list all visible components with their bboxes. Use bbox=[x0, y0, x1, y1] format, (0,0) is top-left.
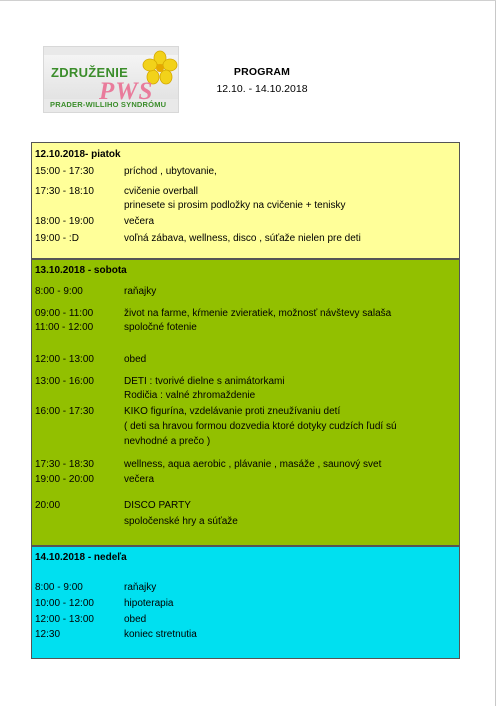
row-time: 10:00 - 12:00 bbox=[35, 598, 94, 609]
row-time: 12:00 - 13:00 bbox=[35, 614, 94, 625]
row-desc: DETI : tvorivé dielne s animátorkami bbox=[124, 376, 285, 387]
day-heading: 14.10.2018 - nedeľa bbox=[35, 552, 127, 563]
row-time: 13:00 - 16:00 bbox=[35, 376, 94, 387]
row-time: 19:00 - :D bbox=[35, 233, 79, 244]
row-desc: koniec stretnutia bbox=[124, 629, 197, 640]
program-title: PROGRAM bbox=[233, 66, 291, 78]
row-desc: raňajky bbox=[124, 582, 157, 593]
schedule-row bbox=[35, 376, 455, 389]
program-dates: 12.10. - 14.10.2018 bbox=[216, 83, 308, 95]
row-time: 17:30 - 18:30 bbox=[35, 459, 94, 470]
program-title-block bbox=[196, 64, 328, 98]
organization-logo bbox=[43, 46, 179, 113]
schedule-row bbox=[35, 582, 455, 595]
top-border-line bbox=[0, 0, 496, 1]
row-desc: obed bbox=[124, 354, 147, 365]
logo-brand: PWS bbox=[99, 78, 154, 105]
schedule-row bbox=[35, 354, 455, 367]
row-desc: raňajky bbox=[124, 286, 157, 297]
row-desc: obed bbox=[124, 614, 147, 625]
schedule-row bbox=[35, 614, 455, 627]
row-desc: voľná zábava, wellness, disco , súťaže nielen pre deti bbox=[124, 233, 361, 244]
schedule-row bbox=[35, 308, 455, 321]
schedule-row-note bbox=[35, 200, 455, 213]
logo-subtitle: PRADER-WILLIHO SYNDRÓMU bbox=[50, 100, 167, 109]
row-desc: hipoterapia bbox=[124, 598, 174, 609]
row-time: 16:00 - 17:30 bbox=[35, 406, 94, 417]
row-desc: život na farme, kŕmenie zvieratiek, možnosť návštevy salaša bbox=[124, 308, 392, 319]
day-section-saturday bbox=[31, 259, 460, 546]
row-desc: DISCO PARTY bbox=[124, 500, 191, 511]
row-time: 11:00 - 12:00 bbox=[35, 322, 94, 333]
row-time: 12:30 bbox=[35, 629, 61, 640]
schedule-row bbox=[35, 500, 455, 513]
row-desc: večera bbox=[124, 474, 155, 485]
row-note: prinesete si prosim podložky na cvičenie + tenisky bbox=[124, 200, 346, 211]
row-time: 12:00 - 13:00 bbox=[35, 354, 94, 365]
row-note: spoločenské hry a súťaže bbox=[124, 516, 238, 527]
schedule-row bbox=[35, 166, 455, 179]
row-time: 20:00 bbox=[35, 500, 61, 511]
day-section-friday bbox=[31, 142, 460, 259]
schedule-row bbox=[35, 459, 455, 472]
schedule-row bbox=[35, 286, 455, 299]
schedule-row-note bbox=[35, 516, 455, 529]
row-note: nevhodné a prečo ) bbox=[124, 436, 211, 447]
schedule-row bbox=[35, 474, 455, 487]
row-time: 8:00 - 9:00 bbox=[35, 286, 83, 297]
schedule-row bbox=[35, 186, 455, 199]
schedule-row bbox=[35, 322, 455, 335]
row-desc: KIKO figurína, vzdelávanie proti zneužívaniu detí bbox=[124, 406, 341, 417]
day-heading: 12.10.2018- piatok bbox=[35, 149, 121, 160]
schedule-row-note bbox=[35, 421, 455, 434]
schedule-row bbox=[35, 598, 455, 611]
row-note: Rodičia : valné zhromaždenie bbox=[124, 390, 256, 401]
schedule-row bbox=[35, 406, 455, 419]
schedule-row bbox=[35, 233, 455, 246]
row-desc: spoločné fotenie bbox=[124, 322, 197, 333]
schedule-row bbox=[35, 216, 455, 229]
row-time: 15:00 - 17:30 bbox=[35, 166, 94, 177]
day-heading: 13.10.2018 - sobota bbox=[35, 265, 127, 276]
row-desc: príchod , ubytovanie, bbox=[124, 166, 217, 177]
row-desc: cvičenie overball bbox=[124, 186, 198, 197]
row-desc: wellness, aqua aerobic , plávanie , masáže , saunový svet bbox=[124, 459, 382, 470]
day-section-sunday bbox=[31, 546, 460, 659]
schedule-row bbox=[35, 629, 455, 642]
schedule-row-note bbox=[35, 436, 455, 449]
schedule-row-note bbox=[35, 390, 455, 403]
row-time: 8:00 - 9:00 bbox=[35, 582, 83, 593]
row-time: 19:00 - 20:00 bbox=[35, 474, 94, 485]
logo-word: ZDRUŽENIE bbox=[51, 65, 129, 80]
row-note: ( deti sa hravou formou dozvedia ktoré dotyky cudzích ľudí sú bbox=[124, 421, 397, 432]
row-time: 09:00 - 11:00 bbox=[35, 308, 94, 319]
row-time: 18:00 - 19:00 bbox=[35, 216, 94, 227]
row-time: 17:30 - 18:10 bbox=[35, 186, 94, 197]
row-desc: večera bbox=[124, 216, 155, 227]
